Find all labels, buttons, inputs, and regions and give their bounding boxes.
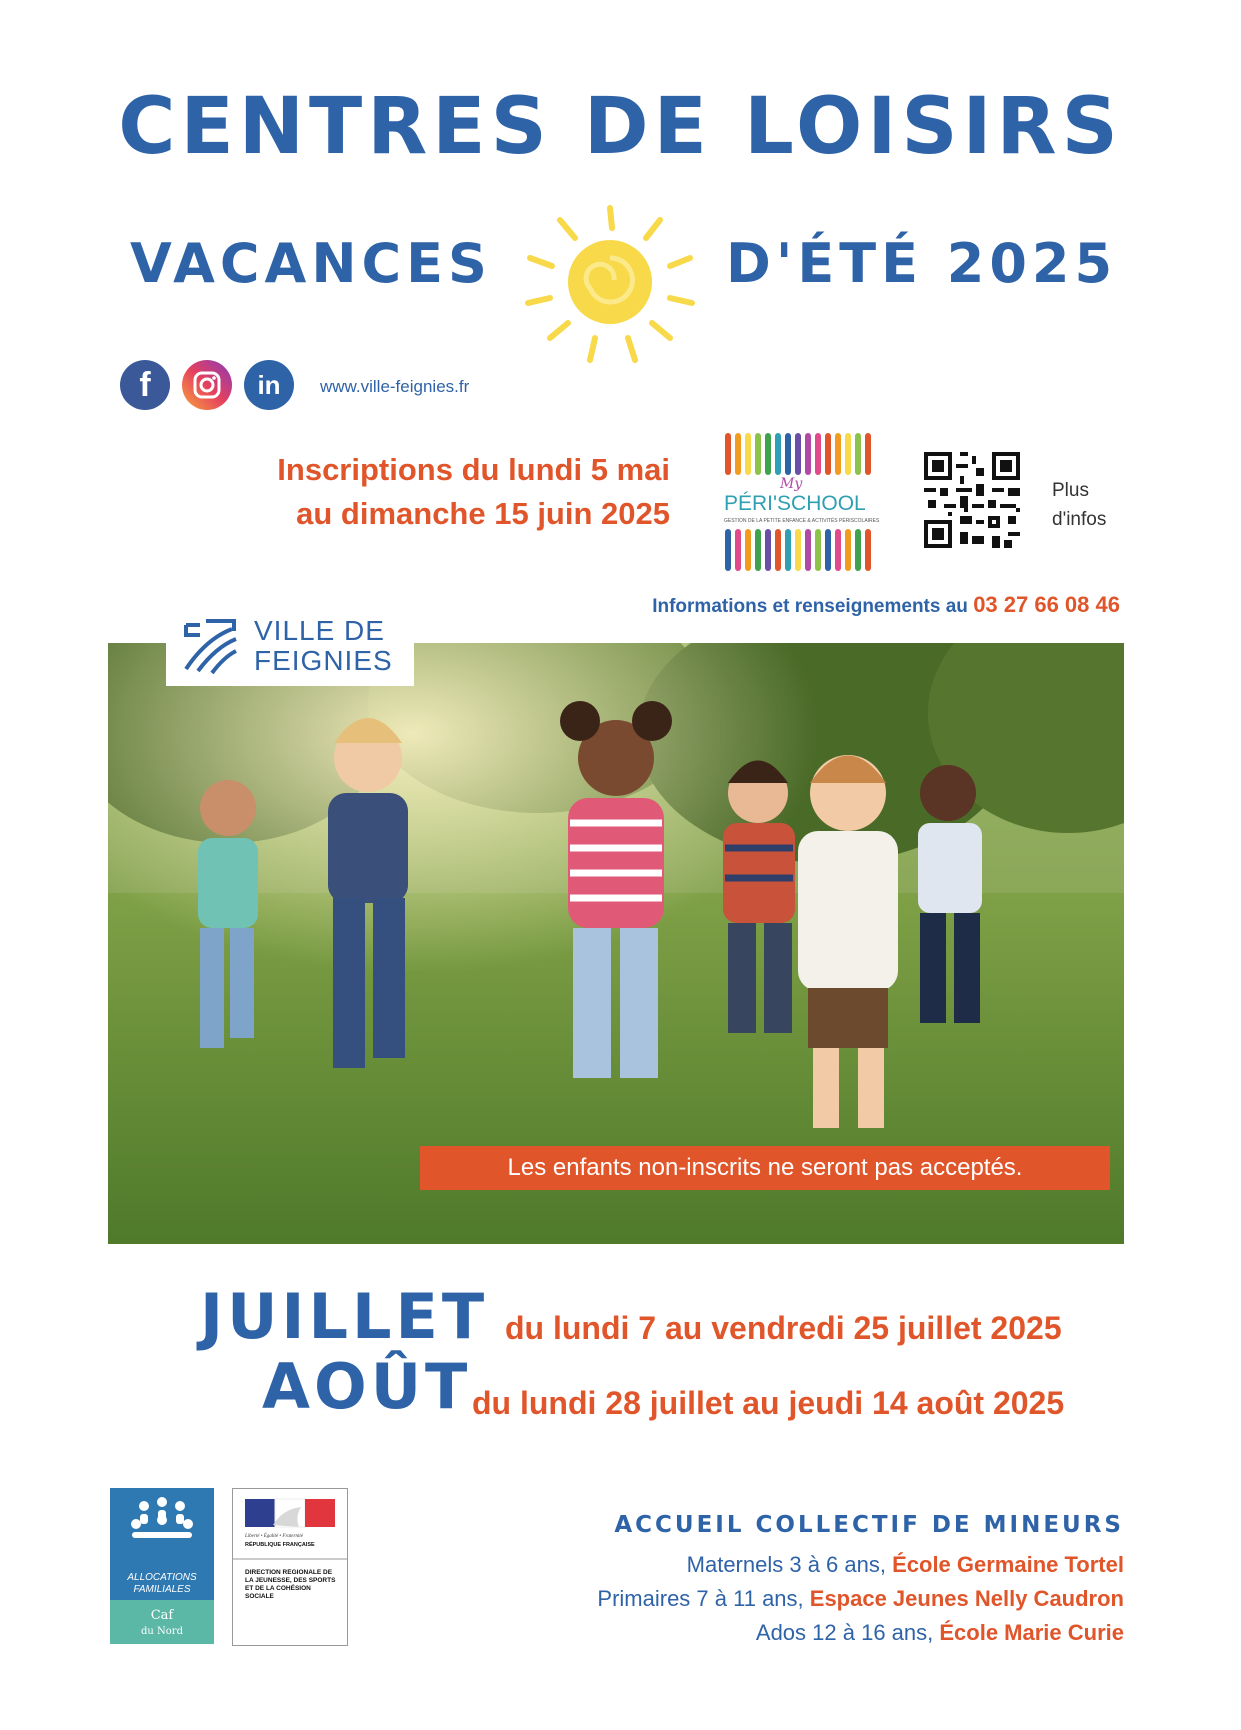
sun-icon: [520, 198, 700, 368]
plus-line-1: Plus: [1052, 480, 1089, 501]
facebook-icon[interactable]: f: [120, 360, 170, 410]
place-maternels: École Germaine Tortel: [892, 1552, 1124, 1577]
ete-label: D'ÉTÉ 2025: [726, 232, 1118, 295]
ville-line-2: FEIGNIES: [254, 645, 393, 676]
phone-number[interactable]: 03 27 66 08 46: [973, 592, 1120, 617]
juillet-dates: du lundi 7 au vendredi 25 juillet 2025: [505, 1310, 1062, 1346]
qr-code[interactable]: [920, 448, 1024, 552]
vacances-label: VACANCES: [130, 232, 492, 295]
plus-line-2: d'infos: [1052, 509, 1107, 530]
aout-label: AOÛT: [262, 1350, 472, 1423]
info-text: Informations et renseignements au: [652, 596, 974, 617]
republique-francaise-logo: [232, 1488, 348, 1646]
perischool-my: My: [780, 476, 803, 492]
accueil-line-primaires: [597, 1586, 1124, 1612]
level-ados: Ados 12 à 16 ans,: [755, 1620, 940, 1645]
level-primaires: Primaires 7 à 11 ans,: [597, 1586, 810, 1611]
accueil-title: ACCUEIL COLLECTIF DE MINEURS: [614, 1512, 1124, 1538]
inscriptions-line-2: au dimanche 15 juin 2025: [296, 496, 670, 531]
instagram-icon[interactable]: [182, 360, 232, 410]
rf-motto: Liberté • Égalité • Fraternité: [245, 1534, 303, 1539]
accueil-line-maternels: [687, 1552, 1124, 1578]
ville-feignies-logo: [166, 606, 414, 686]
caf-logo: [110, 1488, 214, 1644]
plus-infos-label: [1052, 476, 1106, 534]
ville-line-1: VILLE DE: [254, 615, 385, 646]
website-link[interactable]: www.ville-feignies.fr: [320, 377, 470, 396]
inscriptions-text: [190, 448, 670, 536]
perischool-name: PÉRI'SCHOOL: [724, 492, 866, 515]
level-maternels: Maternels 3 à 6 ans,: [686, 1552, 893, 1577]
info-line: [300, 592, 1120, 618]
poster-title: CENTRES DE LOISIRS: [118, 82, 1123, 172]
ville-emblem-icon: [180, 617, 242, 675]
perischool-logo: [720, 432, 890, 572]
place-ados: École Marie Curie: [939, 1620, 1124, 1645]
rf-direction: DIRECTION RÉGIONALE DE LA JEUNESSE, DES SPORTS ET DE LA COHÉSION SOCIALE: [245, 1569, 336, 1600]
linkedin-icon[interactable]: in: [244, 360, 294, 410]
rf-republique: RÉPUBLIQUE FRANÇAISE: [245, 1542, 315, 1548]
aout-dates: du lundi 28 juillet au jeudi 14 août 2025: [472, 1385, 1065, 1421]
caf-line-1: ALLOCATIONS: [127, 1572, 197, 1583]
juillet-label: JUILLET: [200, 1280, 489, 1353]
inscriptions-line-1: Inscriptions du lundi 5 mai: [277, 452, 670, 487]
place-primaires: Espace Jeunes Nelly Caudron: [809, 1586, 1124, 1611]
caf-line-4: du Nord: [141, 1626, 183, 1637]
caf-line-2: FAMILIALES: [133, 1584, 191, 1595]
warning-banner: Les enfants non-inscrits ne seront pas acceptés.: [420, 1146, 1110, 1190]
accueil-line-ados: [756, 1620, 1124, 1646]
perischool-tagline: GESTION DE LA PETITE ENFANCE & ACTIVITÉS PÉRISCOLAIRES: [724, 518, 880, 524]
caf-line-3: Caf: [150, 1608, 174, 1623]
